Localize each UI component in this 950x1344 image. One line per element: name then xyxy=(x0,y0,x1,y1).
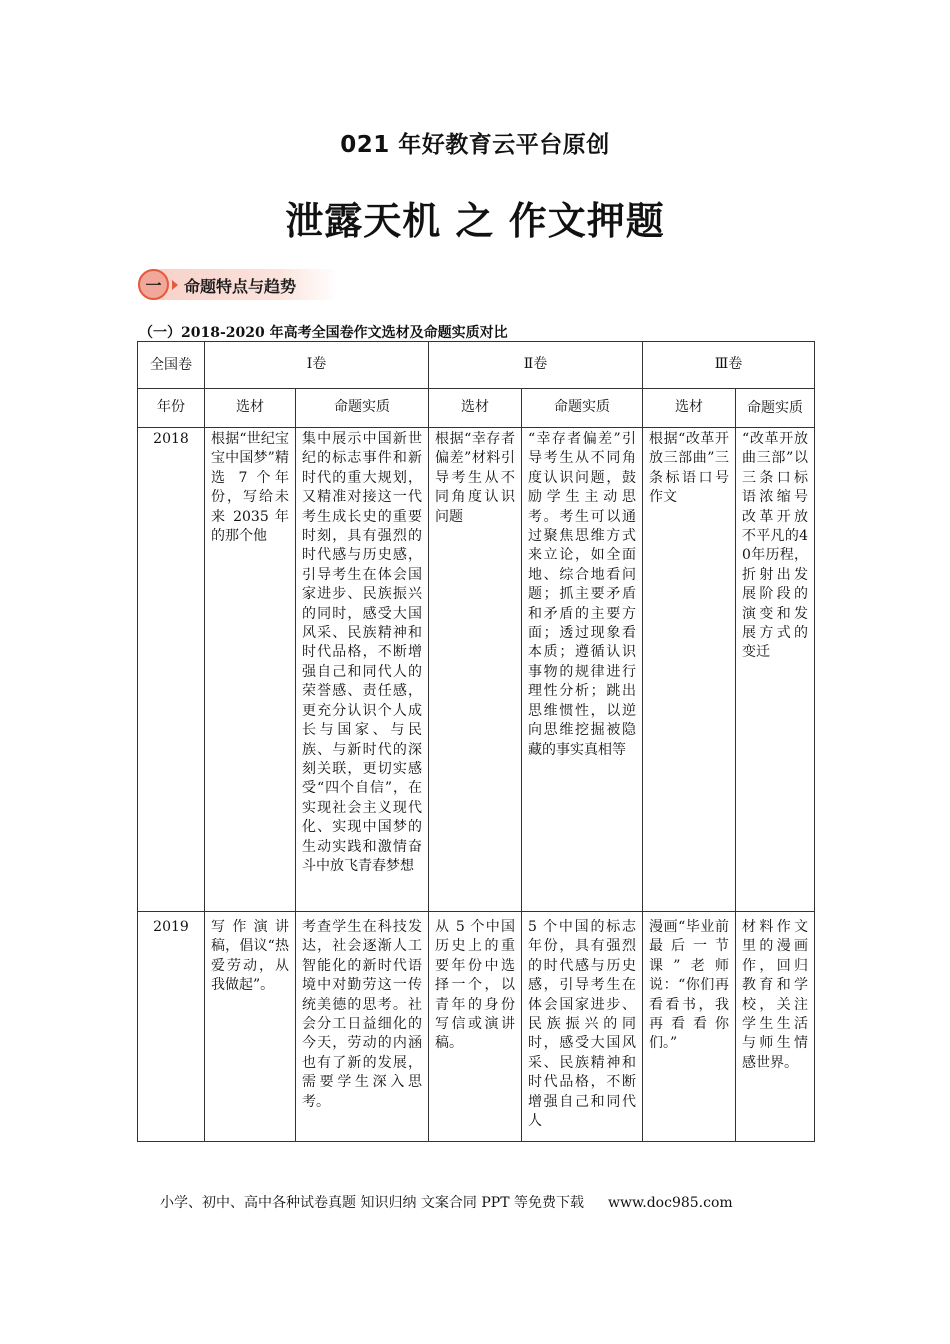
header-cell-essence-2: 命题实质 xyxy=(522,389,643,428)
header-cell-volume-3: Ⅲ卷 xyxy=(643,342,815,389)
section-banner xyxy=(138,269,338,300)
header-cell-topic-1: 选材 xyxy=(205,389,296,428)
year-cell: 2018 xyxy=(138,428,205,912)
section-number-badge: 一 xyxy=(138,269,169,300)
essence-cell: “改革开放曲三部”以三条口标语浓缩号改革开放不平凡的40年历程，折射出发展阶段的演变和发展方式的变迁 xyxy=(736,428,815,912)
essence-cell: 5 个中国的标志年份，具有强烈的时代感与历史感，引导考生在体会国家进步、民族振兴的同时，感受大国风采、民族精神和时代品格，不断增强自己和同代人 xyxy=(522,912,643,1142)
header-cell-year: 年份 xyxy=(138,389,205,428)
topic-cell: 根据“世纪宝宝中国梦”精选 7 个年份，写给未来 2035 年的那个他 xyxy=(205,428,296,912)
comparison-table xyxy=(137,341,815,1142)
header-cell-volume-2: Ⅱ卷 xyxy=(429,342,643,389)
footer-text: 小学、初中、高中各种试卷真题 知识归纳 文案合同 PPT 等免费下载 xyxy=(160,1195,584,1211)
table-row xyxy=(138,428,815,912)
essence-cell: 集中展示中国新世纪的标志事件和新时代的重大规划，又精准对接这一代考生成长史的重要时刻，具有强烈的时代感与历史感，引导考生在体会国家进步、民族振兴的同时，感受大国风采、民族精神和时代品格，不断增强自己和同代人的荣誉感、责任感，更充分认识个人成长与国家、与民族、与新时代的深刻关联，更切实感受“四个自信”，在实现社会主义现代化、实现中国梦的生动实践和激情奋斗中放飞青春梦想 xyxy=(296,428,429,912)
header-cell-topic-3: 选材 xyxy=(643,389,736,428)
essence-cell: 材料作文里的漫画作，回归教育和学校，关注学生生活与师生情感世界。 xyxy=(736,912,815,1142)
footer-link[interactable]: www.doc985.com xyxy=(607,1195,733,1211)
table-subheader-row xyxy=(138,389,815,428)
topic-cell: 从 5 个中国历史上的重要年份中选择一个，以青年的身份写信或演讲稿。 xyxy=(429,912,522,1142)
essence-cell: “幸存者偏差”引导考生从不同角度认识问题，鼓励学生主动思考。考生可以通过聚焦思维方式来立论，如全面地、综合地看问题；抓主要矛盾和矛盾的主要方面；透过现象看本质；遵循认识事物的规律进行理性分析；跳出思维惯性，以逆向思维挖掘被隐藏的事实真相等 xyxy=(522,428,643,912)
table-row xyxy=(138,912,815,1142)
page-footer xyxy=(160,1192,733,1212)
year-cell: 2019 xyxy=(138,912,205,1142)
topic-cell: 漫画“毕业前最后一节课”老师说：“你们再看看书，我再看看你们。” xyxy=(643,912,736,1142)
subsection-title: （一）2018-2020 年高考全国卷作文选材及命题实质对比 xyxy=(139,325,508,341)
table-header-row xyxy=(138,342,815,389)
topic-cell: 根据“幸存者偏差”材料引导考生从不同角度认识问题 xyxy=(429,428,522,912)
topic-cell: 根据“改革开放三部曲”三条标语口号作文 xyxy=(643,428,736,912)
arrow-right-icon xyxy=(172,280,178,290)
header-title: 021 年好教育云平台原创 xyxy=(340,132,610,158)
header-cell-national: 全国卷 xyxy=(138,342,205,389)
page-title: 泄露天机 之 作文押题 xyxy=(285,199,665,243)
essence-cell: 考查学生在科技发达，社会逐渐人工智能化的新时代语境中对勤劳这一传统美德的思考。社会分工日益细化的今天，劳动的内涵也有了新的发展，需要学生深入思考。 xyxy=(296,912,429,1142)
header-cell-essence-3: 命题实质 xyxy=(736,389,815,428)
topic-cell: 写作演讲稿，倡议“热爱劳动，从我做起”。 xyxy=(205,912,296,1142)
header-cell-topic-2: 选材 xyxy=(429,389,522,428)
header-cell-essence-1: 命题实质 xyxy=(296,389,429,428)
section-label: 命题特点与趋势 xyxy=(184,277,297,296)
header-cell-volume-1: Ⅰ卷 xyxy=(205,342,429,389)
